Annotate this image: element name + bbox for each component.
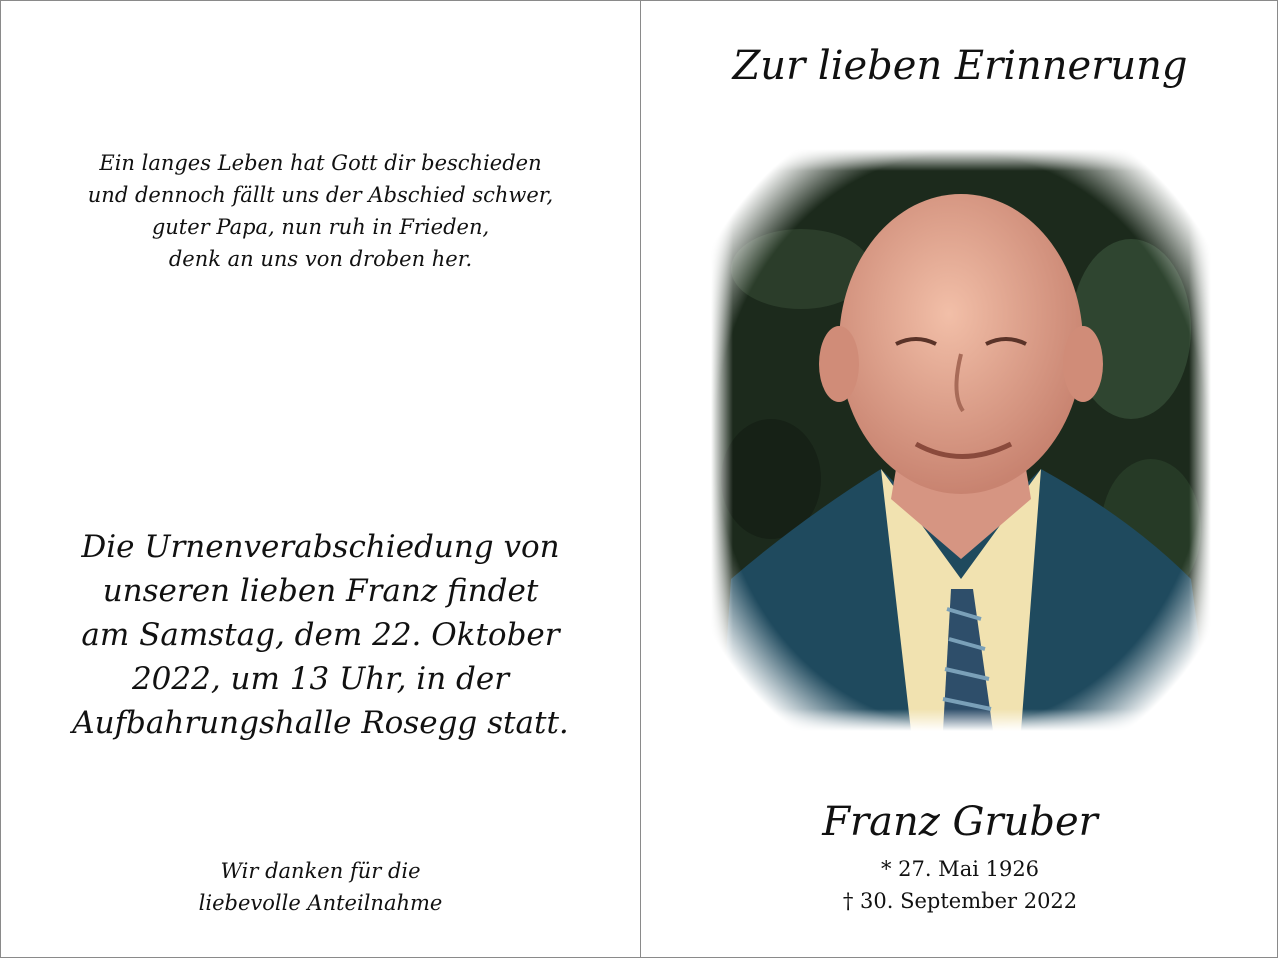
- announcement-line: unseren lieben Franz findet: [102, 573, 539, 609]
- left-page: [1, 1, 640, 957]
- poem-line: und dennoch fällt uns der Abschied schwer,: [87, 183, 554, 207]
- deceased-name: Franz Gruber: [822, 799, 1098, 845]
- birth-date: * 27. Mai 1926: [880, 857, 1040, 881]
- poem: [1, 147, 640, 275]
- poem-line: denk an uns von droben her.: [168, 247, 473, 271]
- portrait-photo: [711, 149, 1211, 731]
- page-title: Zur lieben Erinnerung: [732, 43, 1188, 89]
- life-dates: [641, 853, 1279, 917]
- poem-line: Ein langes Leben hat Gott dir beschieden: [99, 151, 542, 175]
- right-page: [641, 1, 1279, 957]
- poem-line: guter Papa, nun ruh in Frieden,: [151, 215, 490, 239]
- announcement-line: Aufbahrungshalle Rosegg statt.: [72, 705, 569, 741]
- thanks-note: [1, 855, 640, 919]
- funeral-announcement: [1, 525, 640, 745]
- thanks-line: Wir danken für die: [220, 859, 421, 883]
- announcement-line: Die Urnenverabschiedung von: [81, 529, 560, 565]
- announcement-line: 2022, um 13 Uhr, in der: [131, 661, 510, 697]
- thanks-line: liebevolle Anteilnahme: [198, 891, 443, 915]
- announcement-line: am Samstag, dem 22. Oktober: [81, 617, 560, 653]
- death-date: † 30. September 2022: [842, 889, 1078, 913]
